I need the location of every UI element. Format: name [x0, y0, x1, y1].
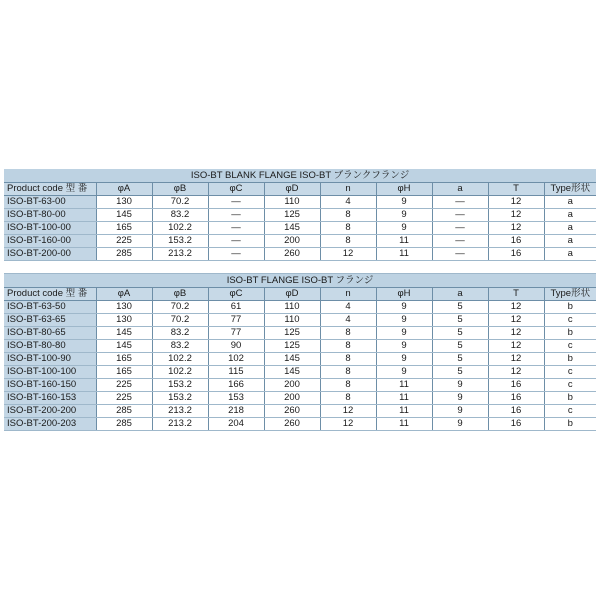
cell-phi-d: 145	[264, 366, 320, 379]
cell-a: 9	[432, 379, 488, 392]
cell-t: 12	[488, 353, 544, 366]
cell-phi-a: 130	[96, 301, 152, 314]
cell-phi-c: 218	[208, 405, 264, 418]
cell-n: 8	[320, 392, 376, 405]
cell-phi-c: 115	[208, 366, 264, 379]
cell-type: b	[544, 418, 596, 431]
cell-phi-h: 11	[376, 392, 432, 405]
cell-n: 12	[320, 418, 376, 431]
cell-phi-a: 285	[96, 418, 152, 431]
cell-t: 16	[488, 392, 544, 405]
column-header-phi-a: φA	[96, 183, 152, 196]
cell-phi-h: 9	[376, 209, 432, 222]
cell-product-code: ISO-BT-100-00	[4, 222, 96, 235]
cell-t: 16	[488, 379, 544, 392]
header-row	[4, 183, 596, 196]
column-header-phi-h: φH	[376, 183, 432, 196]
table-row	[4, 209, 596, 222]
cell-product-code: ISO-BT-160-153	[4, 392, 96, 405]
cell-phi-a: 145	[96, 340, 152, 353]
cell-phi-c: —	[208, 222, 264, 235]
cell-t: 12	[488, 222, 544, 235]
cell-phi-a: 130	[96, 314, 152, 327]
spec-sheet	[4, 169, 596, 431]
cell-product-code: ISO-BT-160-150	[4, 379, 96, 392]
cell-phi-d: 145	[264, 353, 320, 366]
column-header-phi-d: φD	[264, 288, 320, 301]
cell-phi-c: —	[208, 209, 264, 222]
cell-n: 12	[320, 405, 376, 418]
cell-phi-b: 213.2	[152, 405, 208, 418]
cell-phi-a: 165	[96, 353, 152, 366]
section-gap-cell	[4, 261, 596, 274]
section-title-row	[4, 274, 596, 288]
cell-phi-a: 165	[96, 222, 152, 235]
cell-phi-b: 70.2	[152, 314, 208, 327]
cell-phi-b: 213.2	[152, 418, 208, 431]
cell-phi-h: 11	[376, 418, 432, 431]
cell-phi-d: 125	[264, 327, 320, 340]
cell-phi-d: 200	[264, 392, 320, 405]
section-gap	[4, 261, 596, 274]
cell-phi-h: 9	[376, 327, 432, 340]
cell-phi-d: 260	[264, 405, 320, 418]
header-row	[4, 288, 596, 301]
column-header-a: a	[432, 288, 488, 301]
cell-n: 8	[320, 209, 376, 222]
blank-flange-title: ISO-BT BLANK FLANGE ISO-BT ブランクフランジ	[4, 169, 596, 183]
cell-type: c	[544, 314, 596, 327]
cell-phi-c: 90	[208, 340, 264, 353]
cell-n: 8	[320, 379, 376, 392]
column-header-phi-a: φA	[96, 288, 152, 301]
cell-t: 16	[488, 405, 544, 418]
cell-t: 12	[488, 314, 544, 327]
column-header-phi-d: φD	[264, 183, 320, 196]
cell-type: c	[544, 340, 596, 353]
cell-phi-c: —	[208, 196, 264, 209]
cell-phi-b: 153.2	[152, 392, 208, 405]
table-body	[4, 169, 596, 431]
cell-product-code: ISO-BT-80-00	[4, 209, 96, 222]
flange-spec-table	[4, 169, 596, 431]
cell-phi-h: 11	[376, 248, 432, 261]
cell-phi-d: 110	[264, 301, 320, 314]
cell-phi-b: 83.2	[152, 209, 208, 222]
cell-n: 8	[320, 235, 376, 248]
cell-phi-c: 61	[208, 301, 264, 314]
column-header-n: n	[320, 183, 376, 196]
cell-phi-h: 9	[376, 196, 432, 209]
table-row	[4, 301, 596, 314]
cell-phi-b: 83.2	[152, 340, 208, 353]
cell-a: 9	[432, 405, 488, 418]
cell-type: a	[544, 235, 596, 248]
cell-type: c	[544, 405, 596, 418]
cell-phi-a: 145	[96, 209, 152, 222]
table-row	[4, 392, 596, 405]
cell-phi-a: 145	[96, 327, 152, 340]
column-header-n: n	[320, 288, 376, 301]
column-header-phi-c: φC	[208, 288, 264, 301]
cell-phi-c: 153	[208, 392, 264, 405]
cell-type: a	[544, 196, 596, 209]
cell-a: —	[432, 235, 488, 248]
cell-phi-h: 9	[376, 301, 432, 314]
cell-phi-h: 9	[376, 222, 432, 235]
table-row	[4, 327, 596, 340]
cell-phi-b: 70.2	[152, 196, 208, 209]
cell-phi-a: 225	[96, 379, 152, 392]
table-row	[4, 366, 596, 379]
cell-phi-d: 260	[264, 418, 320, 431]
cell-a: 5	[432, 340, 488, 353]
cell-n: 8	[320, 353, 376, 366]
cell-t: 12	[488, 209, 544, 222]
cell-type: b	[544, 301, 596, 314]
cell-phi-h: 9	[376, 353, 432, 366]
column-header-phi-h: φH	[376, 288, 432, 301]
cell-a: 5	[432, 301, 488, 314]
cell-phi-b: 102.2	[152, 353, 208, 366]
column-header-phi-b: φB	[152, 183, 208, 196]
cell-n: 8	[320, 366, 376, 379]
cell-t: 16	[488, 248, 544, 261]
column-header-phi-b: φB	[152, 288, 208, 301]
cell-phi-a: 225	[96, 235, 152, 248]
cell-a: —	[432, 222, 488, 235]
cell-phi-d: 260	[264, 248, 320, 261]
cell-phi-c: 77	[208, 327, 264, 340]
cell-a: 9	[432, 392, 488, 405]
cell-n: 8	[320, 340, 376, 353]
cell-phi-d: 110	[264, 314, 320, 327]
cell-t: 12	[488, 196, 544, 209]
column-header-t: T	[488, 288, 544, 301]
cell-phi-b: 83.2	[152, 327, 208, 340]
cell-phi-h: 9	[376, 340, 432, 353]
table-row	[4, 235, 596, 248]
cell-phi-c: —	[208, 248, 264, 261]
cell-phi-a: 285	[96, 248, 152, 261]
cell-n: 12	[320, 248, 376, 261]
flange-title: ISO-BT FLANGE ISO-BT フランジ	[4, 274, 596, 288]
cell-product-code: ISO-BT-100-100	[4, 366, 96, 379]
cell-product-code: ISO-BT-160-00	[4, 235, 96, 248]
cell-product-code: ISO-BT-200-200	[4, 405, 96, 418]
cell-n: 4	[320, 314, 376, 327]
cell-phi-h: 9	[376, 366, 432, 379]
cell-type: a	[544, 248, 596, 261]
cell-product-code: ISO-BT-200-203	[4, 418, 96, 431]
cell-phi-c: 77	[208, 314, 264, 327]
cell-type: b	[544, 392, 596, 405]
column-header-a: a	[432, 183, 488, 196]
cell-phi-d: 200	[264, 235, 320, 248]
cell-phi-a: 130	[96, 196, 152, 209]
cell-t: 12	[488, 366, 544, 379]
column-header-t: T	[488, 183, 544, 196]
table-row	[4, 379, 596, 392]
cell-type: a	[544, 222, 596, 235]
table-row	[4, 222, 596, 235]
cell-a: —	[432, 209, 488, 222]
cell-type: b	[544, 327, 596, 340]
cell-phi-d: 145	[264, 222, 320, 235]
cell-phi-d: 200	[264, 379, 320, 392]
cell-a: 5	[432, 366, 488, 379]
cell-t: 16	[488, 235, 544, 248]
cell-type: b	[544, 353, 596, 366]
cell-product-code: ISO-BT-63-65	[4, 314, 96, 327]
section-title-row	[4, 169, 596, 183]
cell-n: 4	[320, 196, 376, 209]
cell-a: 9	[432, 418, 488, 431]
cell-t: 16	[488, 418, 544, 431]
cell-product-code: ISO-BT-80-80	[4, 340, 96, 353]
cell-phi-h: 11	[376, 235, 432, 248]
cell-phi-c: 102	[208, 353, 264, 366]
table-row	[4, 418, 596, 431]
cell-phi-c: 166	[208, 379, 264, 392]
cell-phi-b: 153.2	[152, 235, 208, 248]
cell-phi-b: 102.2	[152, 222, 208, 235]
cell-type: c	[544, 366, 596, 379]
cell-phi-d: 125	[264, 209, 320, 222]
cell-n: 8	[320, 327, 376, 340]
table-row	[4, 405, 596, 418]
column-header-product-code: Product code 型 番	[4, 288, 96, 301]
cell-product-code: ISO-BT-200-00	[4, 248, 96, 261]
cell-phi-d: 125	[264, 340, 320, 353]
cell-phi-a: 225	[96, 392, 152, 405]
cell-n: 4	[320, 301, 376, 314]
cell-phi-h: 11	[376, 405, 432, 418]
cell-product-code: ISO-BT-63-00	[4, 196, 96, 209]
cell-phi-b: 213.2	[152, 248, 208, 261]
table-row	[4, 314, 596, 327]
cell-product-code: ISO-BT-63-50	[4, 301, 96, 314]
table-row	[4, 340, 596, 353]
cell-a: —	[432, 196, 488, 209]
column-header-phi-c: φC	[208, 183, 264, 196]
table-row	[4, 353, 596, 366]
column-header-product-code: Product code 型 番	[4, 183, 96, 196]
cell-t: 12	[488, 340, 544, 353]
cell-phi-b: 70.2	[152, 301, 208, 314]
table-row	[4, 196, 596, 209]
cell-a: 5	[432, 327, 488, 340]
cell-a: 5	[432, 314, 488, 327]
cell-t: 12	[488, 327, 544, 340]
cell-product-code: ISO-BT-100-90	[4, 353, 96, 366]
column-header-type: Type形状	[544, 288, 596, 301]
cell-phi-a: 165	[96, 366, 152, 379]
column-header-type: Type形状	[544, 183, 596, 196]
cell-n: 8	[320, 222, 376, 235]
cell-a: —	[432, 248, 488, 261]
cell-phi-b: 153.2	[152, 379, 208, 392]
cell-phi-h: 9	[376, 314, 432, 327]
cell-type: c	[544, 379, 596, 392]
cell-phi-a: 285	[96, 405, 152, 418]
cell-a: 5	[432, 353, 488, 366]
cell-phi-c: 204	[208, 418, 264, 431]
table-row	[4, 248, 596, 261]
cell-phi-b: 102.2	[152, 366, 208, 379]
cell-type: a	[544, 209, 596, 222]
cell-phi-c: —	[208, 235, 264, 248]
cell-t: 12	[488, 301, 544, 314]
cell-product-code: ISO-BT-80-65	[4, 327, 96, 340]
cell-phi-d: 110	[264, 196, 320, 209]
cell-phi-h: 11	[376, 379, 432, 392]
